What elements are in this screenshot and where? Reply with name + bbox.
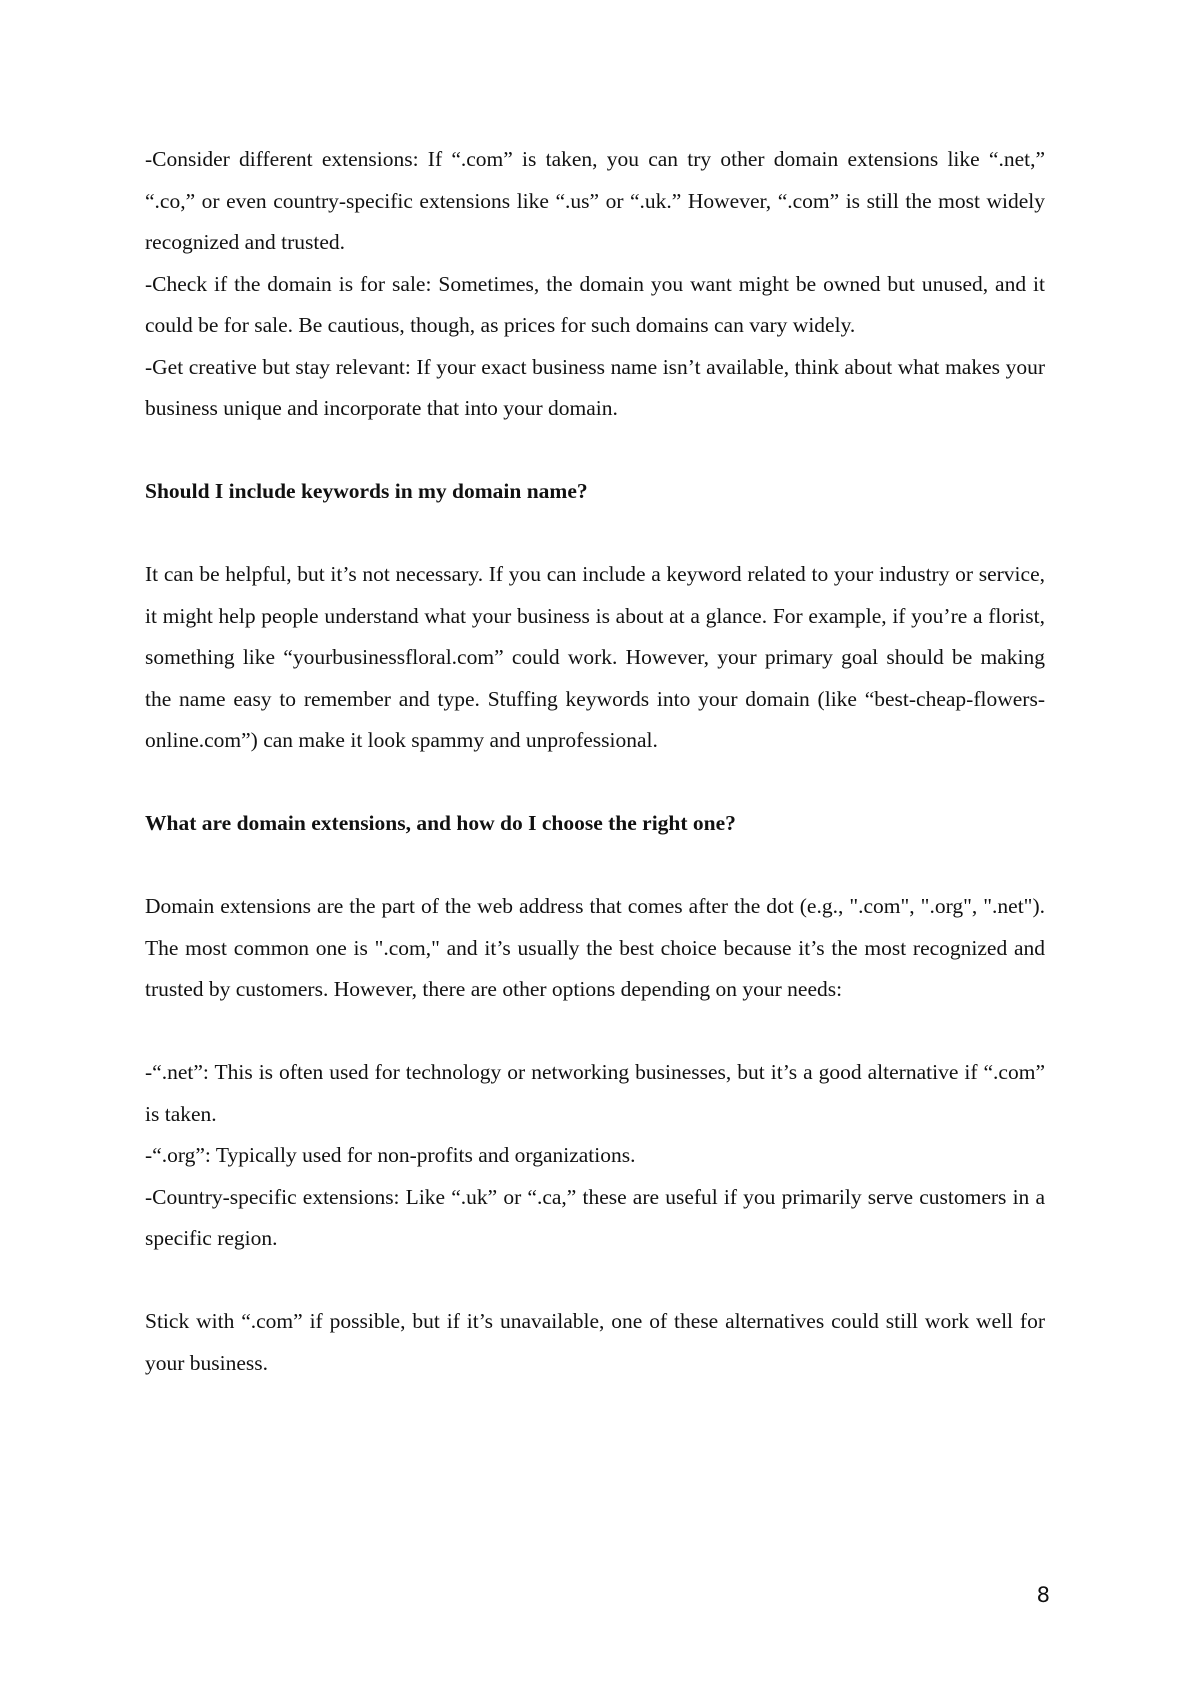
extensions-body: Domain extensions are the part of the web address that comes after the dot (e.g., ".com", ".org", ".net"). The most common one is ".com," and it’s usually the best choice because it’s the most recognized and trusted by customers. However, there are other options depending on your needs: (145, 894, 1045, 1001)
spacer (145, 1011, 1045, 1053)
extension-option-net: -“.net”: This is often used for technology or networking businesses, but it’s a good alternative if “.com” is taken. (145, 1060, 1045, 1126)
spacer (145, 1260, 1045, 1302)
extensions-heading: What are domain extensions, and how do I choose the right one? (145, 811, 736, 835)
page-number: 8 (1036, 1583, 1050, 1607)
keywords-heading: Should I include keywords in my domain name? (145, 479, 588, 503)
spacer (145, 513, 1045, 555)
tip-consider-extensions: -Consider different extensions: If “.com” is taken, you can try other domain extensions like “.net,” “.co,” or even country-specific extensions like “.us” or “.uk.” However, “.com” is still the most widely recognized and trusted. (145, 147, 1045, 254)
spacer (145, 762, 1045, 804)
page-content (145, 139, 1045, 1384)
extension-option-country: -Country-specific extensions: Like “.uk” or “.ca,” these are useful if you primarily serve customers in a specific region. (145, 1184, 1045, 1250)
extensions-closing: Stick with “.com” if possible, but if it’s unavailable, one of these alternatives could still work well for your business. (145, 1309, 1045, 1375)
tip-get-creative: -Get creative but stay relevant: If your exact business name isn’t available, think about what makes your business unique and incorporate that into your domain. (145, 354, 1045, 420)
keywords-body: It can be helpful, but it’s not necessary. If you can include a keyword related to your industry or service, it might help people understand what your business is about at a glance. For example, if you’re a florist, something like “yourbusinessfloral.com” could work. However, your primary goal should be making the name easy to remember and type. Stuffing keywords into your domain (like “best-cheap-flowers-online.com”) can make it look spammy and unprofessional. (145, 562, 1045, 752)
extension-option-org: -“.org”: Typically used for non-profits and organizations. (145, 1143, 636, 1167)
spacer (145, 430, 1045, 472)
tip-check-for-sale: -Check if the domain is for sale: Sometimes, the domain you want might be owned but unused, and it could be for sale. Be cautious, though, as prices for such domains can vary widely. (145, 271, 1045, 337)
spacer (145, 845, 1045, 887)
